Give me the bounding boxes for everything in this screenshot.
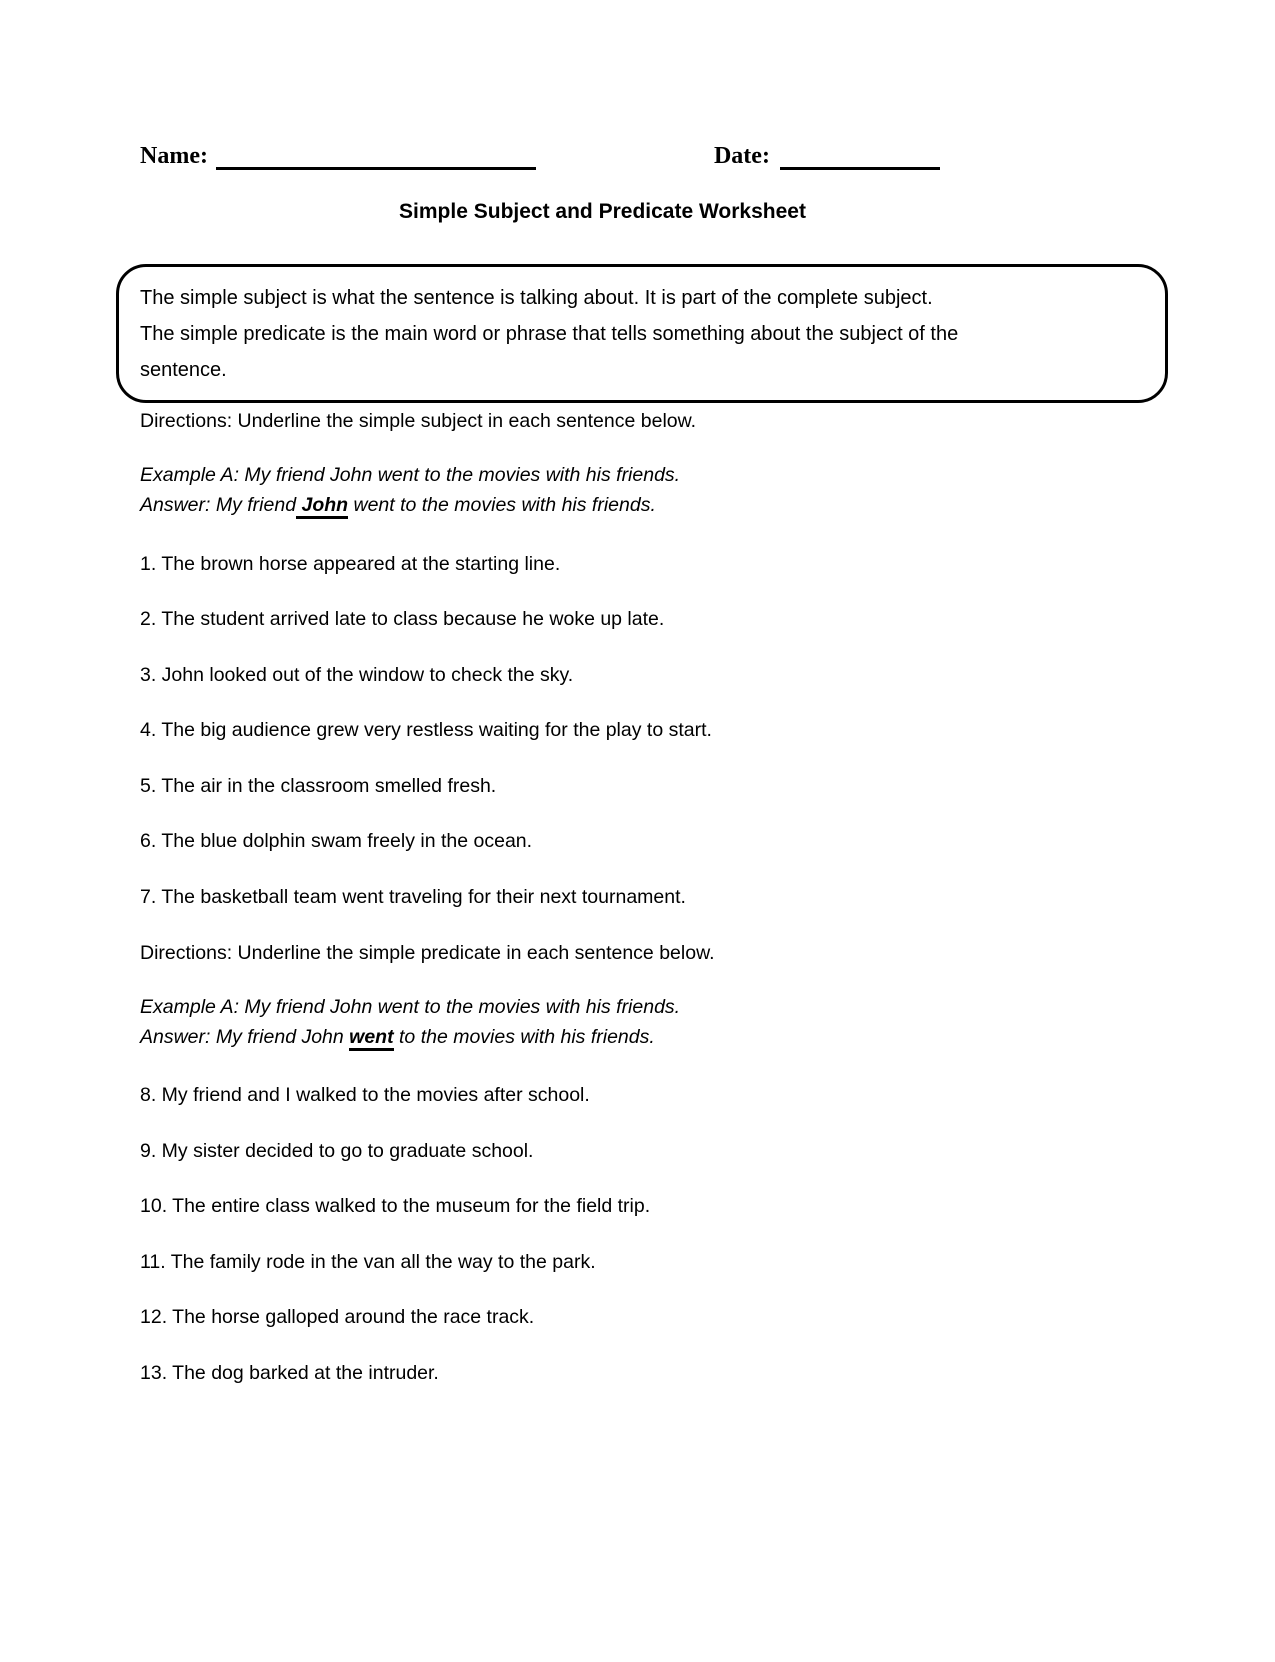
sentence-item-10: 10. The entire class walked to the museum for the field trip.	[140, 1195, 651, 1217]
example-block-predicate	[140, 992, 1175, 1052]
answer-text-before: Answer: My friend	[140, 494, 297, 516]
sentence-item-11: 11. The family rode in the van all the way to the park.	[140, 1250, 596, 1273]
sentence-item-5: 5. The air in the classroom smelled fresh.	[140, 774, 497, 797]
date-label: Date:	[713, 143, 770, 169]
header	[140, 143, 1165, 170]
example-sentence: Example A: My friend John went to the movies with his friends.	[140, 995, 681, 1018]
answer-sentence	[140, 490, 1175, 520]
worksheet-body	[140, 410, 1175, 1385]
sentence-item-8: 8. My friend and I walked to the movies after school.	[140, 1084, 590, 1106]
sentence-item-6: 6. The blue dolphin swam freely in the ocean.	[140, 830, 533, 852]
example-sentence: Example A: My friend John went to the movies with his friends.	[140, 464, 681, 486]
sentence-item-7: 7. The basketball team went traveling for their next tournament.	[140, 885, 686, 908]
sentence-item-2: 2. The student arrived late to class because he woke up late.	[140, 608, 665, 630]
directions-simple-predicate: Directions: Underline the simple predicate in each sentence below.	[140, 941, 715, 964]
sentence-item-12: 12. The horse galloped around the race track.	[140, 1306, 535, 1328]
answer-sentence	[140, 1022, 1175, 1052]
answer-text-before: Answer: My friend John	[140, 1025, 350, 1048]
answer-underlined-word: went	[349, 1026, 393, 1051]
date-blank-line	[780, 144, 940, 170]
definition-line: The simple predicate is the main word or phrase that tells something about the subject of the	[140, 323, 959, 345]
definition-line: The simple subject is what the sentence is talking about. It is part of the complete subject.	[140, 287, 933, 309]
answer-underlined-word: John	[296, 494, 348, 519]
sentence-item-13: 13. The dog barked at the intruder.	[140, 1361, 439, 1384]
sentence-item-3: 3. John looked out of the window to check the sky.	[140, 663, 574, 686]
page-title: Simple Subject and Predicate Worksheet	[399, 200, 806, 223]
definition-box	[116, 264, 1168, 403]
name-label: Name:	[140, 143, 208, 169]
sentence-item-1: 1. The brown horse appeared at the starting line.	[140, 552, 561, 575]
directions-simple-subject: Directions: Underline the simple subject in each sentence below.	[140, 410, 697, 432]
sentence-item-9: 9. My sister decided to go to graduate school.	[140, 1139, 534, 1162]
date-group	[714, 143, 940, 170]
answer-text-after: to the movies with his friends.	[393, 1025, 655, 1048]
example-block-subject	[140, 460, 1175, 520]
answer-text-after: went to the movies with his friends.	[348, 494, 656, 516]
name-blank-line	[216, 144, 536, 170]
definition-line: sentence.	[140, 359, 227, 381]
sentence-item-4: 4. The big audience grew very restless waiting for the play to start.	[140, 719, 712, 741]
